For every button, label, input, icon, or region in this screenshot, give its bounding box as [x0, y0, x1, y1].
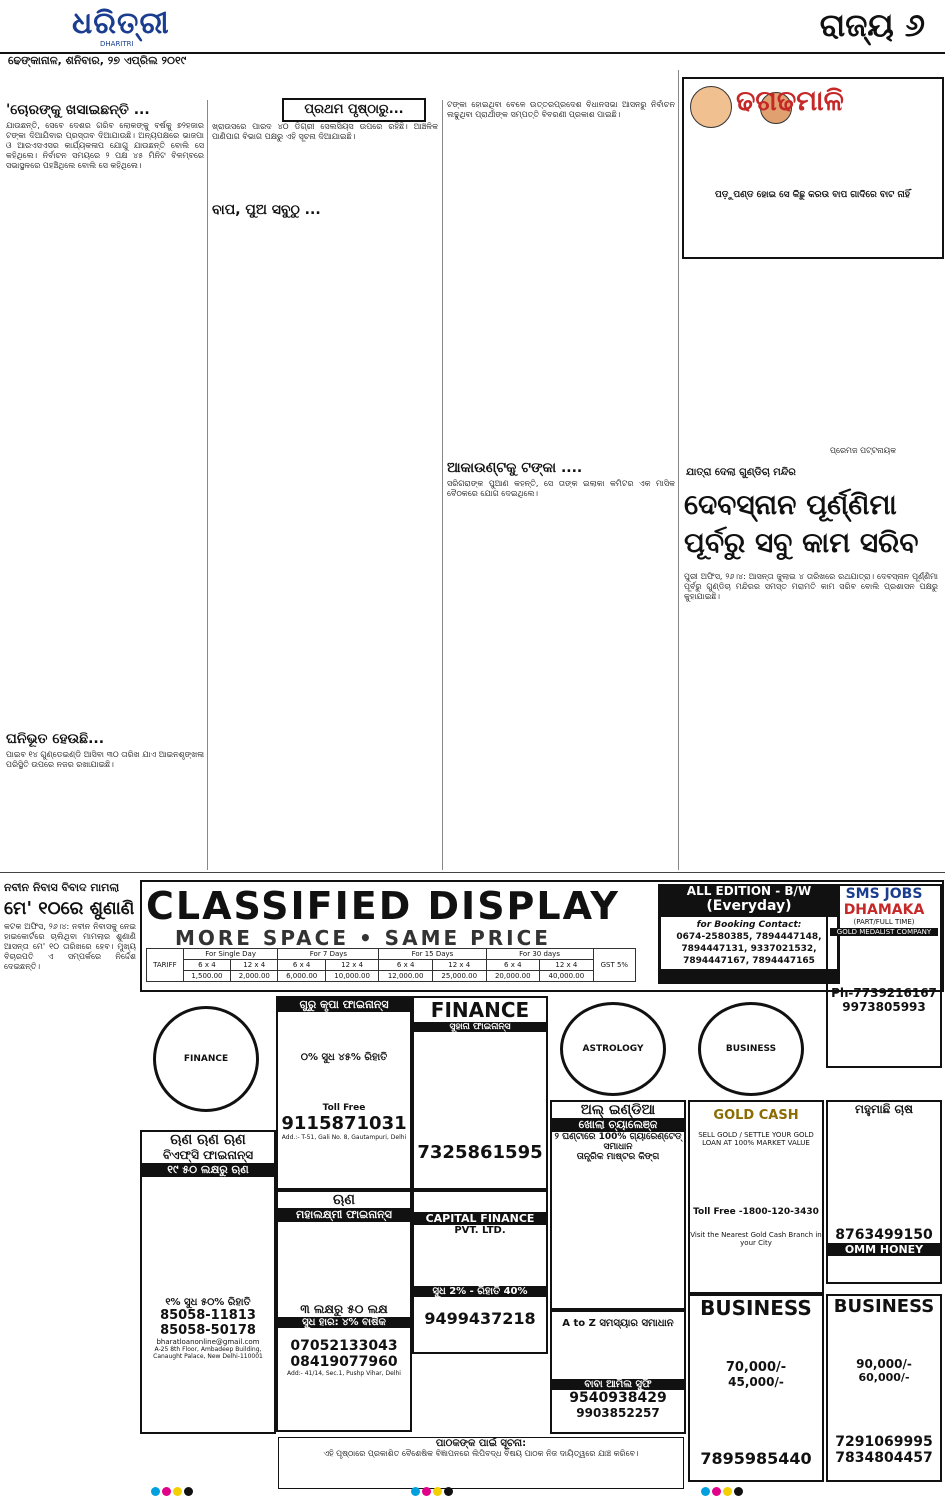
- classified-title: CLASSIFIED DISPLAY: [146, 884, 620, 928]
- reader-notice: [278, 1437, 684, 1489]
- ad-rate: ୦% ସୁଧ ୪୫% ରିହାତି: [300, 1052, 388, 1063]
- classified-tagline: MORE SPACE • SAME PRICE: [175, 926, 551, 950]
- article-kicker: ଯାତ୍ରା ଦେଲା ଗୁଣ୍ଡିଚା ମନ୍ଦିର: [686, 467, 796, 478]
- ad-title: ଋଣ ଋଣ ଋଣ: [170, 1132, 246, 1148]
- ad-phone: 08419077960: [290, 1354, 398, 1370]
- notice-title: ପାଠକଙ୍କ ପାଇଁ ସୂଚନା:: [435, 1438, 527, 1449]
- business-logo-icon: BUSINESS: [698, 1002, 804, 1096]
- article-headline: ଘନିଭୂତ ହେଉଛି...: [6, 731, 105, 747]
- page-number: ୬: [904, 6, 925, 44]
- ad-phone: 9499437218: [424, 1309, 536, 1328]
- print-registration-marks: [0, 1483, 945, 1497]
- ad-banner: ବାବା ଆମିଲ ସୁଫି: [552, 1379, 684, 1390]
- article-body: କଟକ ଅଫିସ, ୨୬।୪: ନବୀନ ନିବାସକୁ ନେଇ ହାଇକୋର୍ଟରେ ଚାଲିଥିବା ମାମଲାର ଶୁଣାଣି ଆସନ୍ତା ମେ' ୧୦ ତାରିଖରେ ହେବ। ମୁଖ୍ୟ ବିଚାରପତି ଏ ସମ୍ପର୍କରେ ନିର୍ଦ୍ଦେଶ ଦେଇଛନ୍ତି।: [4, 922, 136, 971]
- booking-phone: 7894447131, 9337021532,: [681, 944, 817, 954]
- ad-price: 90,000/-: [856, 1357, 912, 1371]
- tariff-size: 6 x 4: [278, 960, 325, 971]
- booking-phone: 7894447167, 7894447165: [683, 956, 815, 966]
- ad-title: DHAMAKA: [843, 902, 925, 918]
- section-rule: [0, 872, 945, 873]
- ad-baba: [550, 1310, 686, 1434]
- article-column-2: [212, 122, 438, 870]
- article-headline: ବାପ, ପୁଅ ସବୁଠୁ ...: [212, 202, 321, 218]
- ad-subtitle: PVT. LTD.: [454, 1225, 506, 1236]
- ad-phone: 8763499150: [835, 1227, 933, 1243]
- ad-title: ବିଏଫ୍‌ସି ଫାଇନାନ୍ସ: [162, 1148, 254, 1162]
- notice-body: ଏହି ପୃଷ୍ଠାରେ ପ୍ରକାଶିତ ବୈଶେଷିକ ବିଜ୍ଞାପନରେ ଲିପିବଦ୍ଧ ବିଷୟ ପାଠକ ନିଜ ଦାୟିତ୍ୱରେ ଯାଞ୍ଚ କରିବେ।: [323, 1449, 639, 1458]
- ad-address: A-25 8th Floor, Ambadeep Building, Canaught Palace, New Delhi-110001: [153, 1346, 263, 1360]
- ad-capital-finance: [412, 1190, 548, 1354]
- tariff-size: 12 x 4: [432, 960, 486, 971]
- ad-rate: ସୁଧ ହାର: ୪% ବାର୍ଷିକ: [278, 1317, 410, 1328]
- ad-phone: 7895985440: [700, 1449, 812, 1468]
- tariff-size: 6 x 4: [379, 960, 433, 971]
- newspaper-logo: ଧରିତ୍ରୀ: [72, 6, 170, 41]
- column-rule: [678, 70, 679, 870]
- cartoon-signature: ପ୍ରେମଜ ପଟ୍ଟନାୟକ: [830, 446, 897, 455]
- ad-title: SMS JOBS: [845, 886, 923, 902]
- ad-title: BUSINESS: [833, 1296, 935, 1317]
- ad-phone: 9903852257: [576, 1406, 660, 1420]
- article-column-5: [4, 878, 136, 1478]
- article-column-4: [684, 572, 938, 870]
- article-body: ସରିଗରାଙ୍କ ପୁଆଣ କହନ୍ତି, ସେ ତାଙ୍କ ଇଲାକା କମିଟର ଏକ ମାସିକ ବୈଠକରେ ଯୋଗ ଦେଇଥିଲେ।: [447, 479, 675, 498]
- ad-phone: Toll Free -1800-120-3430: [693, 1207, 819, 1217]
- article-body: ଯାଉଛନ୍ତି, ସେବେ ଦେଶର ଗରିବ ଲୋକଙ୍କୁ ବର୍ଷକୁ ୭୨ହଜାର ଟଙ୍କା ଦିଆଯିବାର ପ୍ରସ୍ତାବ ଦିଆଯାଉଛି। ଅନ୍ୟପକ୍ଷରେ ଭାଜପା ଓ ଆରଏସଏସର କାର୍ଯ୍ୟକଳାପ ଯୋଗୁ ଯାଉଛନ୍ତି ବୋଲି ସେ କହିଥିଲେ। ନିର୍ବାଚନ ସମୟରେ ୨ ପକ୍ଷ ୪୫ ମିନିଟ ବିଳମ୍ବରେ ସଭାସ୍ଥଳରେ ପହଞ୍ଚିଥିଲେ ବୋଲି ସେ କହିଥିଲେ।: [6, 121, 204, 170]
- article-body: ଟଙ୍କା ହୋଇଥିବା ବେଳେ ଉତ୍ତରପ୍ରଦେଶ ବିଧାନସଭା ଆସନରୁ ନିର୍ବାଚନ ଲଢୁଥିବା ପ୍ରାର୍ଥୀଙ୍କ ସମ୍ପତ୍ତି ବିବରଣୀ ପ୍ରକାଶ ପାଇଛି।: [447, 100, 675, 119]
- ad-price: 60,000/-: [858, 1371, 910, 1384]
- finance-logo-icon: FINANCE: [153, 1006, 259, 1112]
- newspaper-logo-sub: DHARITRI: [100, 40, 134, 48]
- ad-title: BUSINESS: [700, 1296, 812, 1320]
- ad-phone: 7325861595: [417, 1142, 543, 1163]
- article-headline: ମେ' ୧୦ରେ ଶୁଣାଣି: [4, 898, 135, 919]
- ad-title: ମହୁମାଛି ଚାଷ: [855, 1102, 913, 1116]
- gst-label: GST 5%: [593, 949, 635, 982]
- ad-subtitle: ସୁହାନା ଫାଇନାନ୍ସ: [414, 1022, 546, 1032]
- article-column-1: [6, 100, 204, 870]
- article-body: ପୁରୀ ଅଫିସ, ୨୬।୪: ଆସନ୍ତା ଜୁଲାଇ ୪ ତାରିଖରେ ରଥଯାତ୍ରା। ଦେବସ୍ନାନ ପୂର୍ଣ୍ଣିମା ପୂର୍ବରୁ ଗୁଣ୍ଡିଚା ମନ୍ଦିରର ସମସ୍ତ ମରାମତି କାମ ସରିବ ବୋଲି ପ୍ରଶାସନ ପକ୍ଷରୁ କୁହାଯାଇଛି।: [684, 572, 938, 601]
- ad-astrology-logo: [548, 996, 678, 1096]
- ad-finance-logo: [140, 996, 272, 1126]
- article-body: ପାଇବ ୧୪ ଗୁଣ୍ଡେଇଣ୍ଡି ଆସିବା ୩୦ ତାରିଖ ଯାଏ ଆଇନଶୃଙ୍ଖଳା ପରିସ୍ଥିତି ଉପରେ ନଜର ରଖାଯାଇଛି।: [6, 750, 204, 769]
- ad-title: ଗୁରୁ କୃପା ଫାଇନାନ୍ସ: [278, 998, 410, 1012]
- ad-suhana-finance: [412, 996, 548, 1190]
- ad-address: Visit the Nearest Gold Cash Branch in your City: [690, 1231, 822, 1247]
- ad-phone: 7834804457: [835, 1450, 933, 1466]
- booking-phone: 0674-2580385, 7894447148,: [676, 932, 822, 942]
- column-rule: [207, 100, 208, 870]
- ad-email: bharatloanonline@gmail.com: [156, 1338, 260, 1346]
- tariff-price: 40,000.00: [540, 971, 594, 982]
- tariff-size: 12 x 4: [325, 960, 379, 971]
- tariff-size: 6 x 4: [183, 960, 230, 971]
- edition-title: ALL EDITION - B/W: [686, 884, 812, 898]
- ad-banner: ମହାଲକ୍ଷ୍ମୀ ଫାଇନାନ୍ସ: [278, 1208, 410, 1222]
- ad-title: ଅଲ୍ ଇଣ୍ଡିଆ: [580, 1102, 656, 1118]
- edition-sub: (Everyday): [706, 898, 792, 914]
- article-headline: 'ଚୋରଙ୍କୁ ଖସାଇଛନ୍ତି ...: [6, 102, 150, 118]
- ad-phone: 7291069995: [835, 1434, 933, 1450]
- edition-box: [658, 884, 840, 984]
- tariff-price: 20,000.00: [486, 971, 540, 982]
- ad-business-1: [688, 1294, 824, 1482]
- ad-banner: ୧୯ ୫୦ ଲକ୍ଷରୁ ଋଣ: [142, 1163, 274, 1177]
- ad-business-2: [826, 1294, 942, 1482]
- column-rule: [442, 100, 443, 870]
- tariff-price: 12,000.00: [379, 971, 433, 982]
- article-headline: ଦେବସ୍ନାନ ପୂର୍ଣ୍ଣିମା ପୂର୍ବରୁ ସବୁ କାମ ସରିବ: [684, 488, 919, 559]
- article-headline: ଆକାଉଣ୍ଟକୁ ଟଙ୍କା ....: [447, 460, 583, 476]
- cartoon-title: ଢଗଢମାଳି: [736, 84, 844, 117]
- ad-phone: 9540938429: [569, 1390, 667, 1406]
- ad-phone: 9973805993: [842, 1000, 926, 1014]
- ad-mahalaxmi: [276, 1190, 412, 1432]
- tariff-period: For 15 Days: [379, 949, 486, 960]
- tariff-price: 1,500.00: [183, 971, 230, 982]
- ad-rate: ସୁଧ 2% - ରିହାତି 40%: [414, 1286, 546, 1297]
- ad-loan: ୩ ଲକ୍ଷରୁ ୫୦ ଲକ୍ଷ: [300, 1302, 388, 1316]
- ad-address: Add.:- T-51, Gali No. 8, Gautampuri, Delhi: [281, 1134, 407, 1141]
- section-title: ରାଜ୍ୟ ୬: [819, 6, 925, 44]
- tariff-period: For 7 Days: [278, 949, 379, 960]
- ad-bfs-finance: [140, 1130, 276, 1434]
- ad-price: 70,000/-: [725, 1360, 787, 1375]
- tariff-price: 25,000.00: [432, 971, 486, 982]
- ad-sms-jobs: [826, 884, 942, 1068]
- ad-subtitle: ୨ ଘଣ୍ଟାରେ 100% ଗ୍ୟାରେଣ୍ଟେଡ୍ ସମାଧାନ: [554, 1132, 682, 1152]
- booking-label: for Booking Contact:: [696, 920, 802, 930]
- ad-banner: GOLD MEDALIST COMPANY: [830, 928, 938, 936]
- prathama-heading: ପ୍ରଥମ ପୃଷ୍ଠାରୁ...: [282, 98, 426, 122]
- ad-phone: 07052133043: [290, 1338, 398, 1354]
- tariff-price: 6,000.00: [278, 971, 325, 982]
- ad-title: FINANCE: [430, 998, 530, 1022]
- tariff-size: 12 x 4: [540, 960, 594, 971]
- astrology-logo-icon: ASTROLOGY: [560, 1002, 666, 1096]
- tariff-size: 6 x 4: [486, 960, 540, 971]
- ad-subtitle: SELL GOLD / SETTLE YOUR GOLD LOAN AT 100% MARKET VALUE: [698, 1131, 814, 1147]
- ad-title: ଖୋଲା ଚ୍ୟାଲେଞ୍ଜ: [552, 1118, 684, 1132]
- ad-guru-kripa: [276, 996, 412, 1190]
- tariff-price: 10,000.00: [325, 971, 379, 982]
- ad-title: GOLD CASH: [713, 1108, 799, 1123]
- dateline: ଢେଙ୍କାନାଳ, ଶନିବାର, ୨୭ ଏପ୍ରିଲ ୨୦୧୯: [8, 54, 187, 67]
- ad-business-logo: [686, 996, 816, 1096]
- ad-title: A to Z ସମସ୍ୟାର ସମାଧାନ: [562, 1318, 674, 1329]
- cartoon-character-icon: [690, 86, 732, 128]
- ad-subtitle: ତାନ୍ତ୍ରିକ ମାଷ୍ଟର କିଙ୍ଗ: [576, 1152, 660, 1162]
- ad-banner: OMM HONEY: [828, 1243, 940, 1256]
- article-body: ଖ୍ରାଉସରେ ପାରଦ ୪୦ ଡିଗ୍ରୀ ସେଲସିୟସ ଉପରେ ରହିଛି। ଆଞ୍ଚଳିକ ପାଣିପାଗ ବିଭାଗ ପକ୍ଷରୁ ଏହି ସୂଚନା ଦିଆଯାଇଛି।: [212, 122, 438, 141]
- ad-phone: 85058-50178: [160, 1323, 256, 1338]
- ad-phone: 9115871031: [281, 1113, 407, 1134]
- ad-phone: 85058-11813: [160, 1308, 256, 1323]
- ad-phone: Ph-7739216167: [831, 986, 937, 1000]
- tariff-price: 2,000.00: [231, 971, 278, 982]
- tariff-size: 12 x 4: [231, 960, 278, 971]
- article-kicker: ନବୀନ ନିବାସ ବିବାଦ ମାମଲା: [4, 881, 120, 894]
- tariff-period: For 30 days: [486, 949, 593, 960]
- ad-al-india: [550, 1100, 686, 1310]
- ad-label: Toll Free: [322, 1103, 366, 1113]
- cartoon-verse: ପଡ଼ୁପଣ୍ଡ ହୋଇ ସେ କିଛୁ କରଉ ବାପ ଗାଦିରେ ବାଟ ନାହିଁ: [715, 190, 910, 200]
- tariff-table: [146, 948, 636, 982]
- tariff-label: TARIFF: [147, 949, 184, 982]
- article-column-3: [447, 100, 675, 870]
- ad-address: Add:- 41/14, Sec.1, Pushp Vihar, Delhi: [287, 1370, 401, 1377]
- ad-gold-cash: [688, 1100, 824, 1294]
- ad-rate: ୧% ସୁଧ ୫୦% ରିହାତି: [165, 1297, 251, 1308]
- ad-mahu: [826, 1100, 942, 1284]
- tariff-period: For Single Day: [183, 949, 278, 960]
- ad-title: CAPITAL FINANCE: [414, 1212, 546, 1225]
- ad-subtitle: (PART/FULL TIME): [853, 918, 915, 926]
- ad-price: 45,000/-: [728, 1375, 784, 1389]
- ad-title: ଋଣ: [333, 1192, 355, 1208]
